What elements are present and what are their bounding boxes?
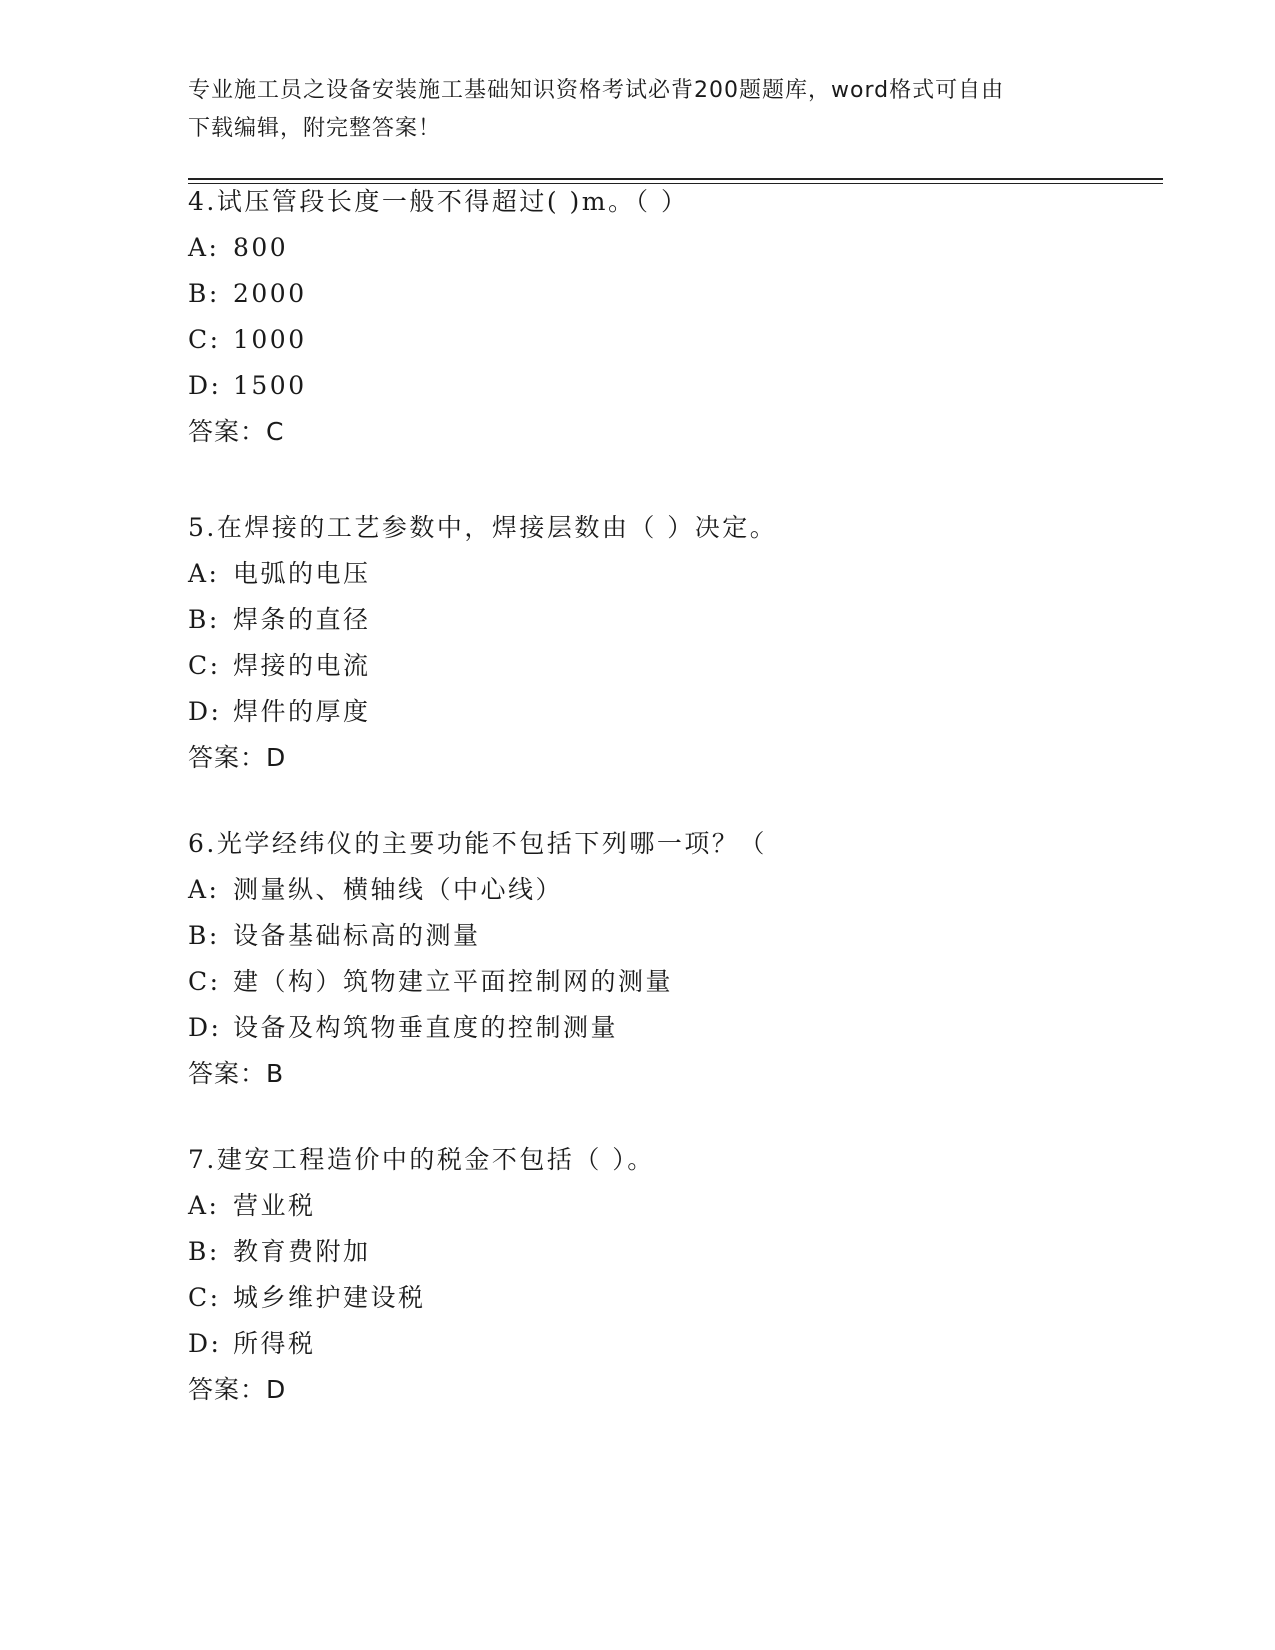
answer-line: 答案：D — [188, 1375, 287, 1404]
option-label: A: — [188, 559, 220, 588]
option-label: A: — [188, 233, 220, 262]
option-text: 焊件的厚度 — [233, 697, 371, 726]
option-text: 焊条的直径 — [233, 605, 371, 634]
option-b — [188, 1229, 1163, 1275]
option-text: 设备基础标高的测量 — [233, 921, 481, 950]
option-label: C: — [188, 651, 221, 680]
option-label: D: — [188, 371, 222, 400]
header-line-1: 专业施工员之设备安装施工基础知识资格考试必背200题题库，word格式可自由 — [188, 78, 1005, 103]
option-label: A: — [188, 875, 220, 904]
option-label: D: — [188, 1329, 222, 1358]
option-label: D: — [188, 1013, 222, 1042]
option-text: 设备及构筑物垂直度的控制测量 — [233, 1013, 619, 1042]
option-text: 城乡维护建设税 — [233, 1283, 426, 1312]
option-text: 1500 — [233, 371, 307, 400]
option-label: C: — [188, 325, 221, 354]
option-a — [188, 551, 1163, 597]
question-stem: 4.试压管段长度一般不得超过( )m。（ ） — [188, 187, 689, 216]
option-a — [188, 867, 1163, 913]
option-label: B: — [188, 921, 220, 950]
option-label: D: — [188, 697, 222, 726]
option-c — [188, 643, 1163, 689]
option-text: 建（构）筑物建立平面控制网的测量 — [233, 967, 674, 996]
option-text: 焊接的电流 — [233, 651, 371, 680]
option-b — [188, 271, 1163, 317]
question-block — [188, 1137, 1163, 1413]
option-d — [188, 1321, 1163, 1367]
option-a — [188, 1183, 1163, 1229]
question-stem: 7.建安工程造价中的税金不包括（ ）。 — [188, 1145, 655, 1174]
question-block — [188, 505, 1163, 781]
option-label: A: — [188, 1191, 220, 1220]
option-a — [188, 225, 1163, 271]
option-text: 800 — [233, 233, 289, 262]
answer-line: 答案：B — [188, 1059, 285, 1088]
option-c — [188, 959, 1163, 1005]
option-c — [188, 1275, 1163, 1321]
question-block — [188, 821, 1163, 1097]
option-label: B: — [188, 279, 220, 308]
option-label: B: — [188, 605, 220, 634]
question-stem: 6.光学经纬仪的主要功能不包括下列哪一项？（ — [188, 829, 767, 858]
option-text: 1000 — [233, 325, 307, 354]
header-line-2: 下载编辑，附完整答案！ — [188, 116, 442, 141]
option-text: 所得税 — [233, 1329, 316, 1358]
option-text: 测量纵、横轴线（中心线） — [233, 875, 564, 904]
option-label: C: — [188, 1283, 221, 1312]
option-b — [188, 913, 1163, 959]
document-header — [188, 72, 1068, 148]
answer-line: 答案：D — [188, 743, 287, 772]
option-text: 2000 — [233, 279, 307, 308]
option-text: 电弧的电压 — [233, 559, 371, 588]
option-b — [188, 597, 1163, 643]
option-label: B: — [188, 1237, 220, 1266]
option-d — [188, 1005, 1163, 1051]
option-d — [188, 689, 1163, 735]
question-stem: 5.在焊接的工艺参数中，焊接层数由（ ）决定。 — [188, 513, 778, 542]
option-c — [188, 317, 1163, 363]
option-text: 教育费附加 — [233, 1237, 371, 1266]
answer-line: 答案：C — [188, 417, 285, 446]
option-text: 营业税 — [233, 1191, 316, 1220]
option-d — [188, 363, 1163, 409]
option-label: C: — [188, 967, 221, 996]
question-block — [188, 179, 1163, 455]
